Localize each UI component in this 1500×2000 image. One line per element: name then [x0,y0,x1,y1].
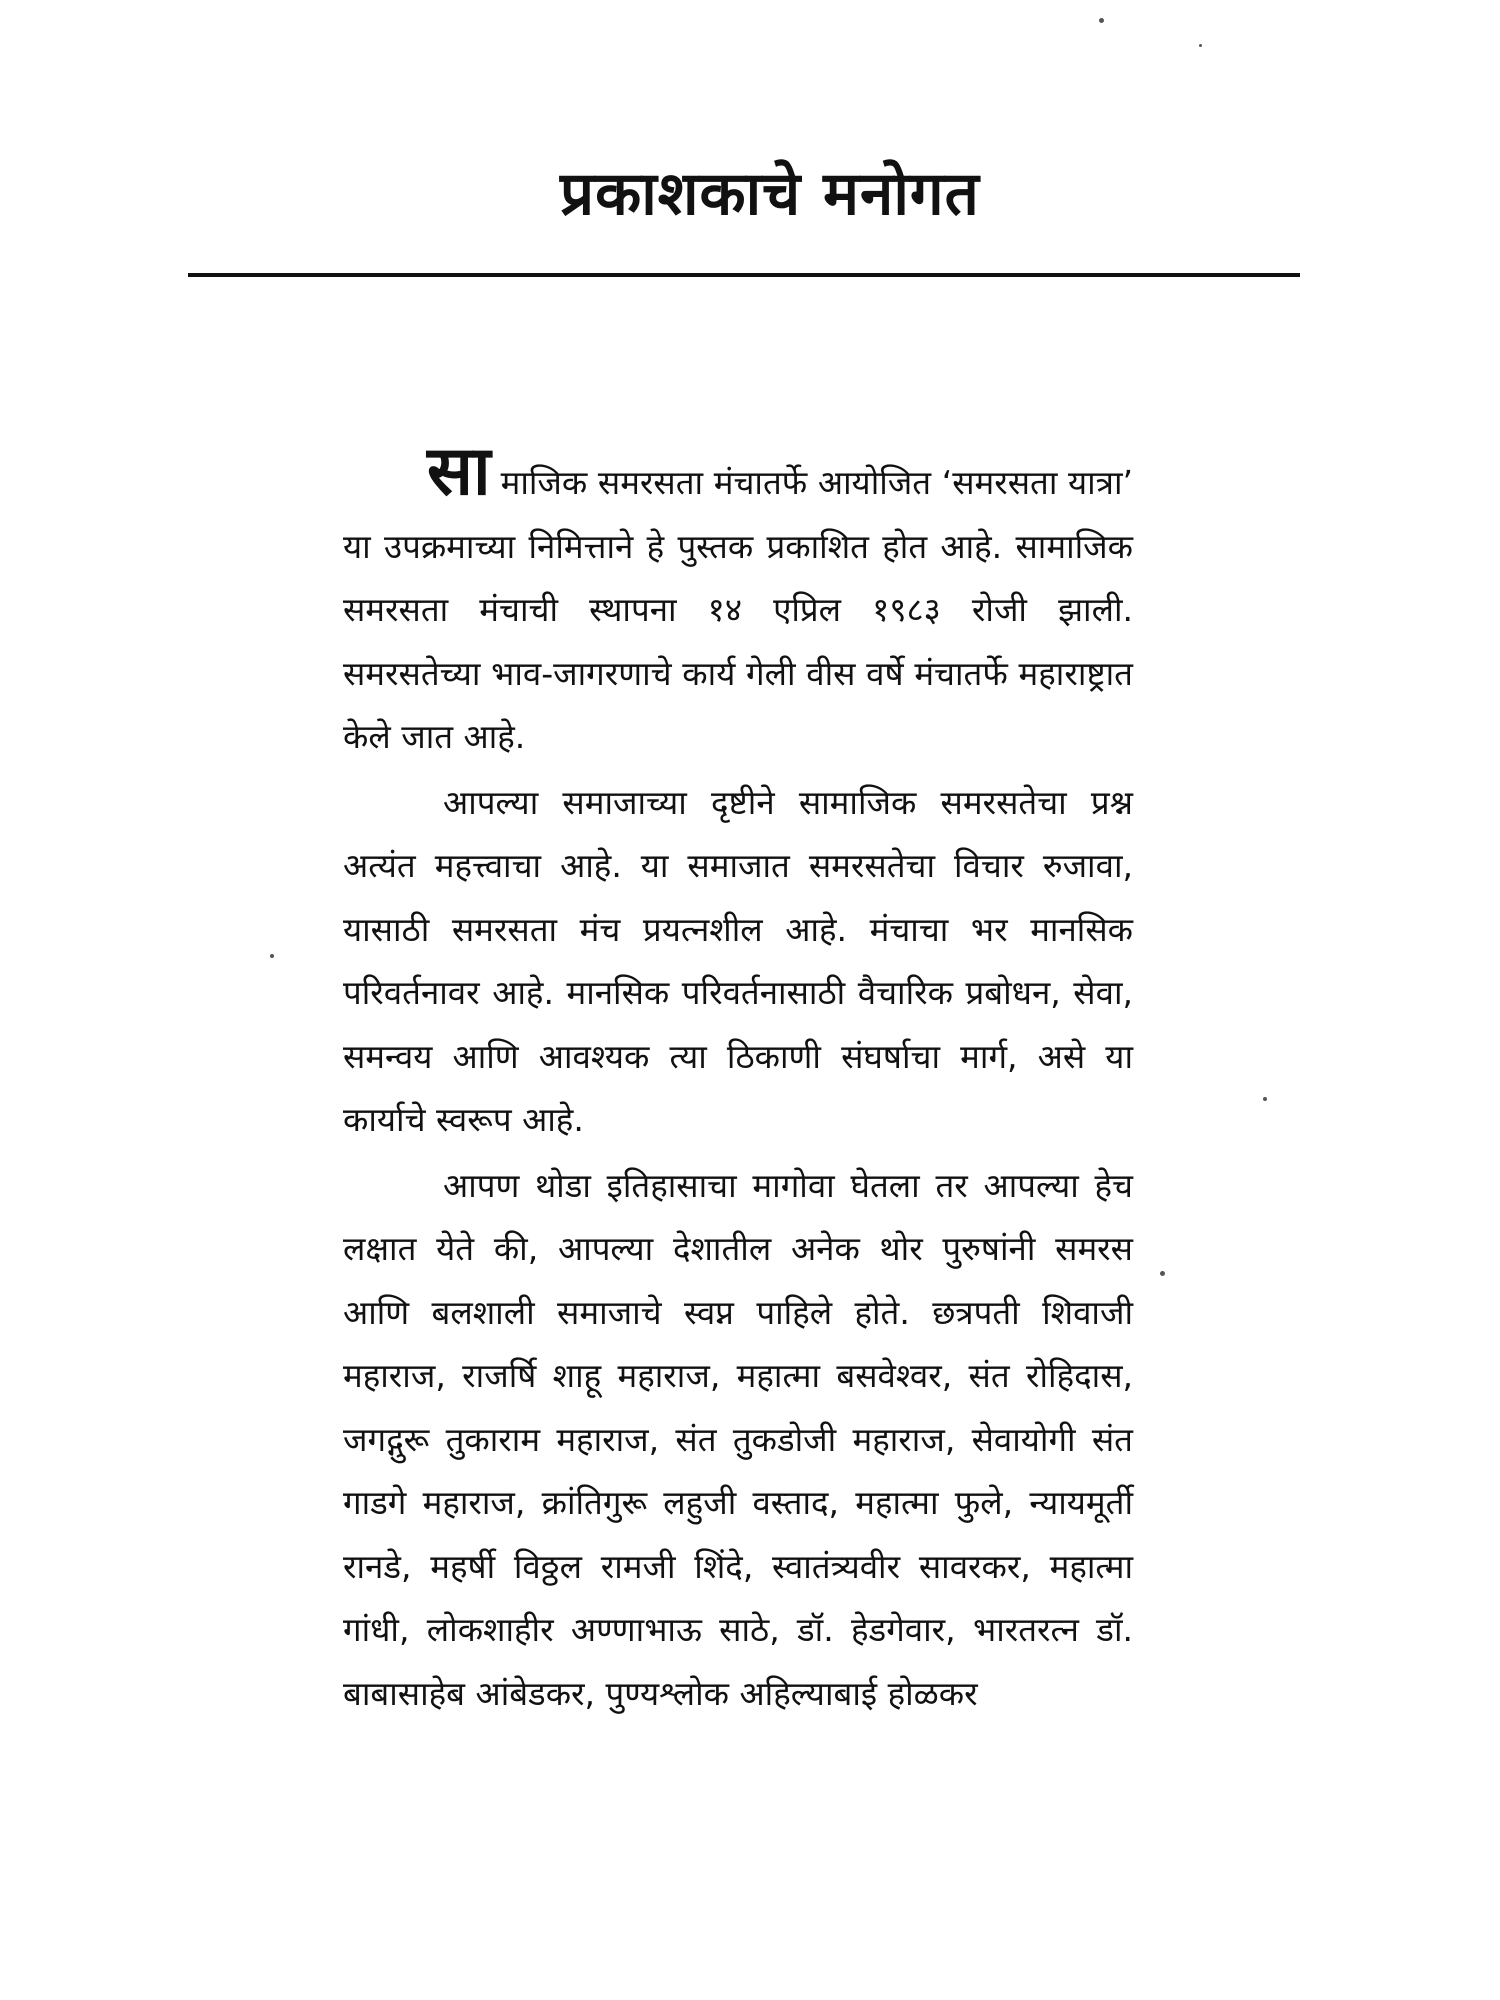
page-title: प्रकाशकाचे मनोगत [560,159,980,229]
scan-speck [270,954,274,958]
scan-speck [1263,1097,1267,1101]
body-text [343,432,1133,1725]
paragraph-1 [343,432,1133,769]
drop-cap: सा [427,432,491,511]
paragraph-1-text: माजिक समरसता मंचातर्फे आयोजित ‘समरसता यात्रा’ या उपक्रमाच्या निमित्ताने हे पुस्तक प्रकाशित होत आहे. सामाजिक समरसता मंचाची स्थापना १४ एप्रिल १९८३ रोजी झाली. समरसतेच्या भाव-जागरणाचे कार्य गेली वीस वर्षे मंचातर्फे महाराष्ट्रात केले जात आहे. [343,463,1133,756]
title-divider [188,273,1300,277]
scan-speck [1099,18,1104,23]
scan-speck [1160,1271,1165,1276]
paragraph-2: आपल्या समाजाच्या दृष्टीने सामाजिक समरसतेचा प्रश्न अत्यंत महत्त्वाचा आहे. या समाजात समरसतेचा विचार रुजावा, यासाठी समरसता मंच प्रयत्नशील आहे. मंचाचा भर मानसिक परिवर्तनावर आहे. मानसिक परिवर्तनासाठी वैचारिक प्रबोधन, सेवा, समन्वय आणि आवश्यक त्या ठिकाणी संघर्षाचा मार्ग, असे या कार्याचे स्वरूप आहे. [343,782,1133,1139]
scan-speck [1199,44,1202,47]
paragraph-3: आपण थोडा इतिहासाचा मागोवा घेतला तर आपल्या हेच लक्षात येते की, आपल्या देशातील अनेक थोर पुरुषांनी समरस आणि बलशाली समाजाचे स्वप्न पाहिले होते. छत्रपती शिवाजी महाराज, राजर्षि शाहू महाराज, महात्मा बसवेश्वर, संत रोहिदास, जगद्गुरू तुकाराम महाराज, संत तुकडोजी महाराज, सेवायोगी संत गाडगे महाराज, क्रांतिगुरू लहुजी वस्ताद, महात्मा फुले, न्यायमूर्ती रानडे, महर्षी विठ्ठल रामजी शिंदे, स्वातंत्र्यवीर सावरकर, महात्मा गांधी, लोकशाहीर अण्णाभाऊ साठे, डॉ. हेडगेवार, भारतरत्न डॉ. बाबासाहेब आंबेडकर, पुण्यश्लोक अहिल्याबाई होळकर [343,1165,1133,1713]
